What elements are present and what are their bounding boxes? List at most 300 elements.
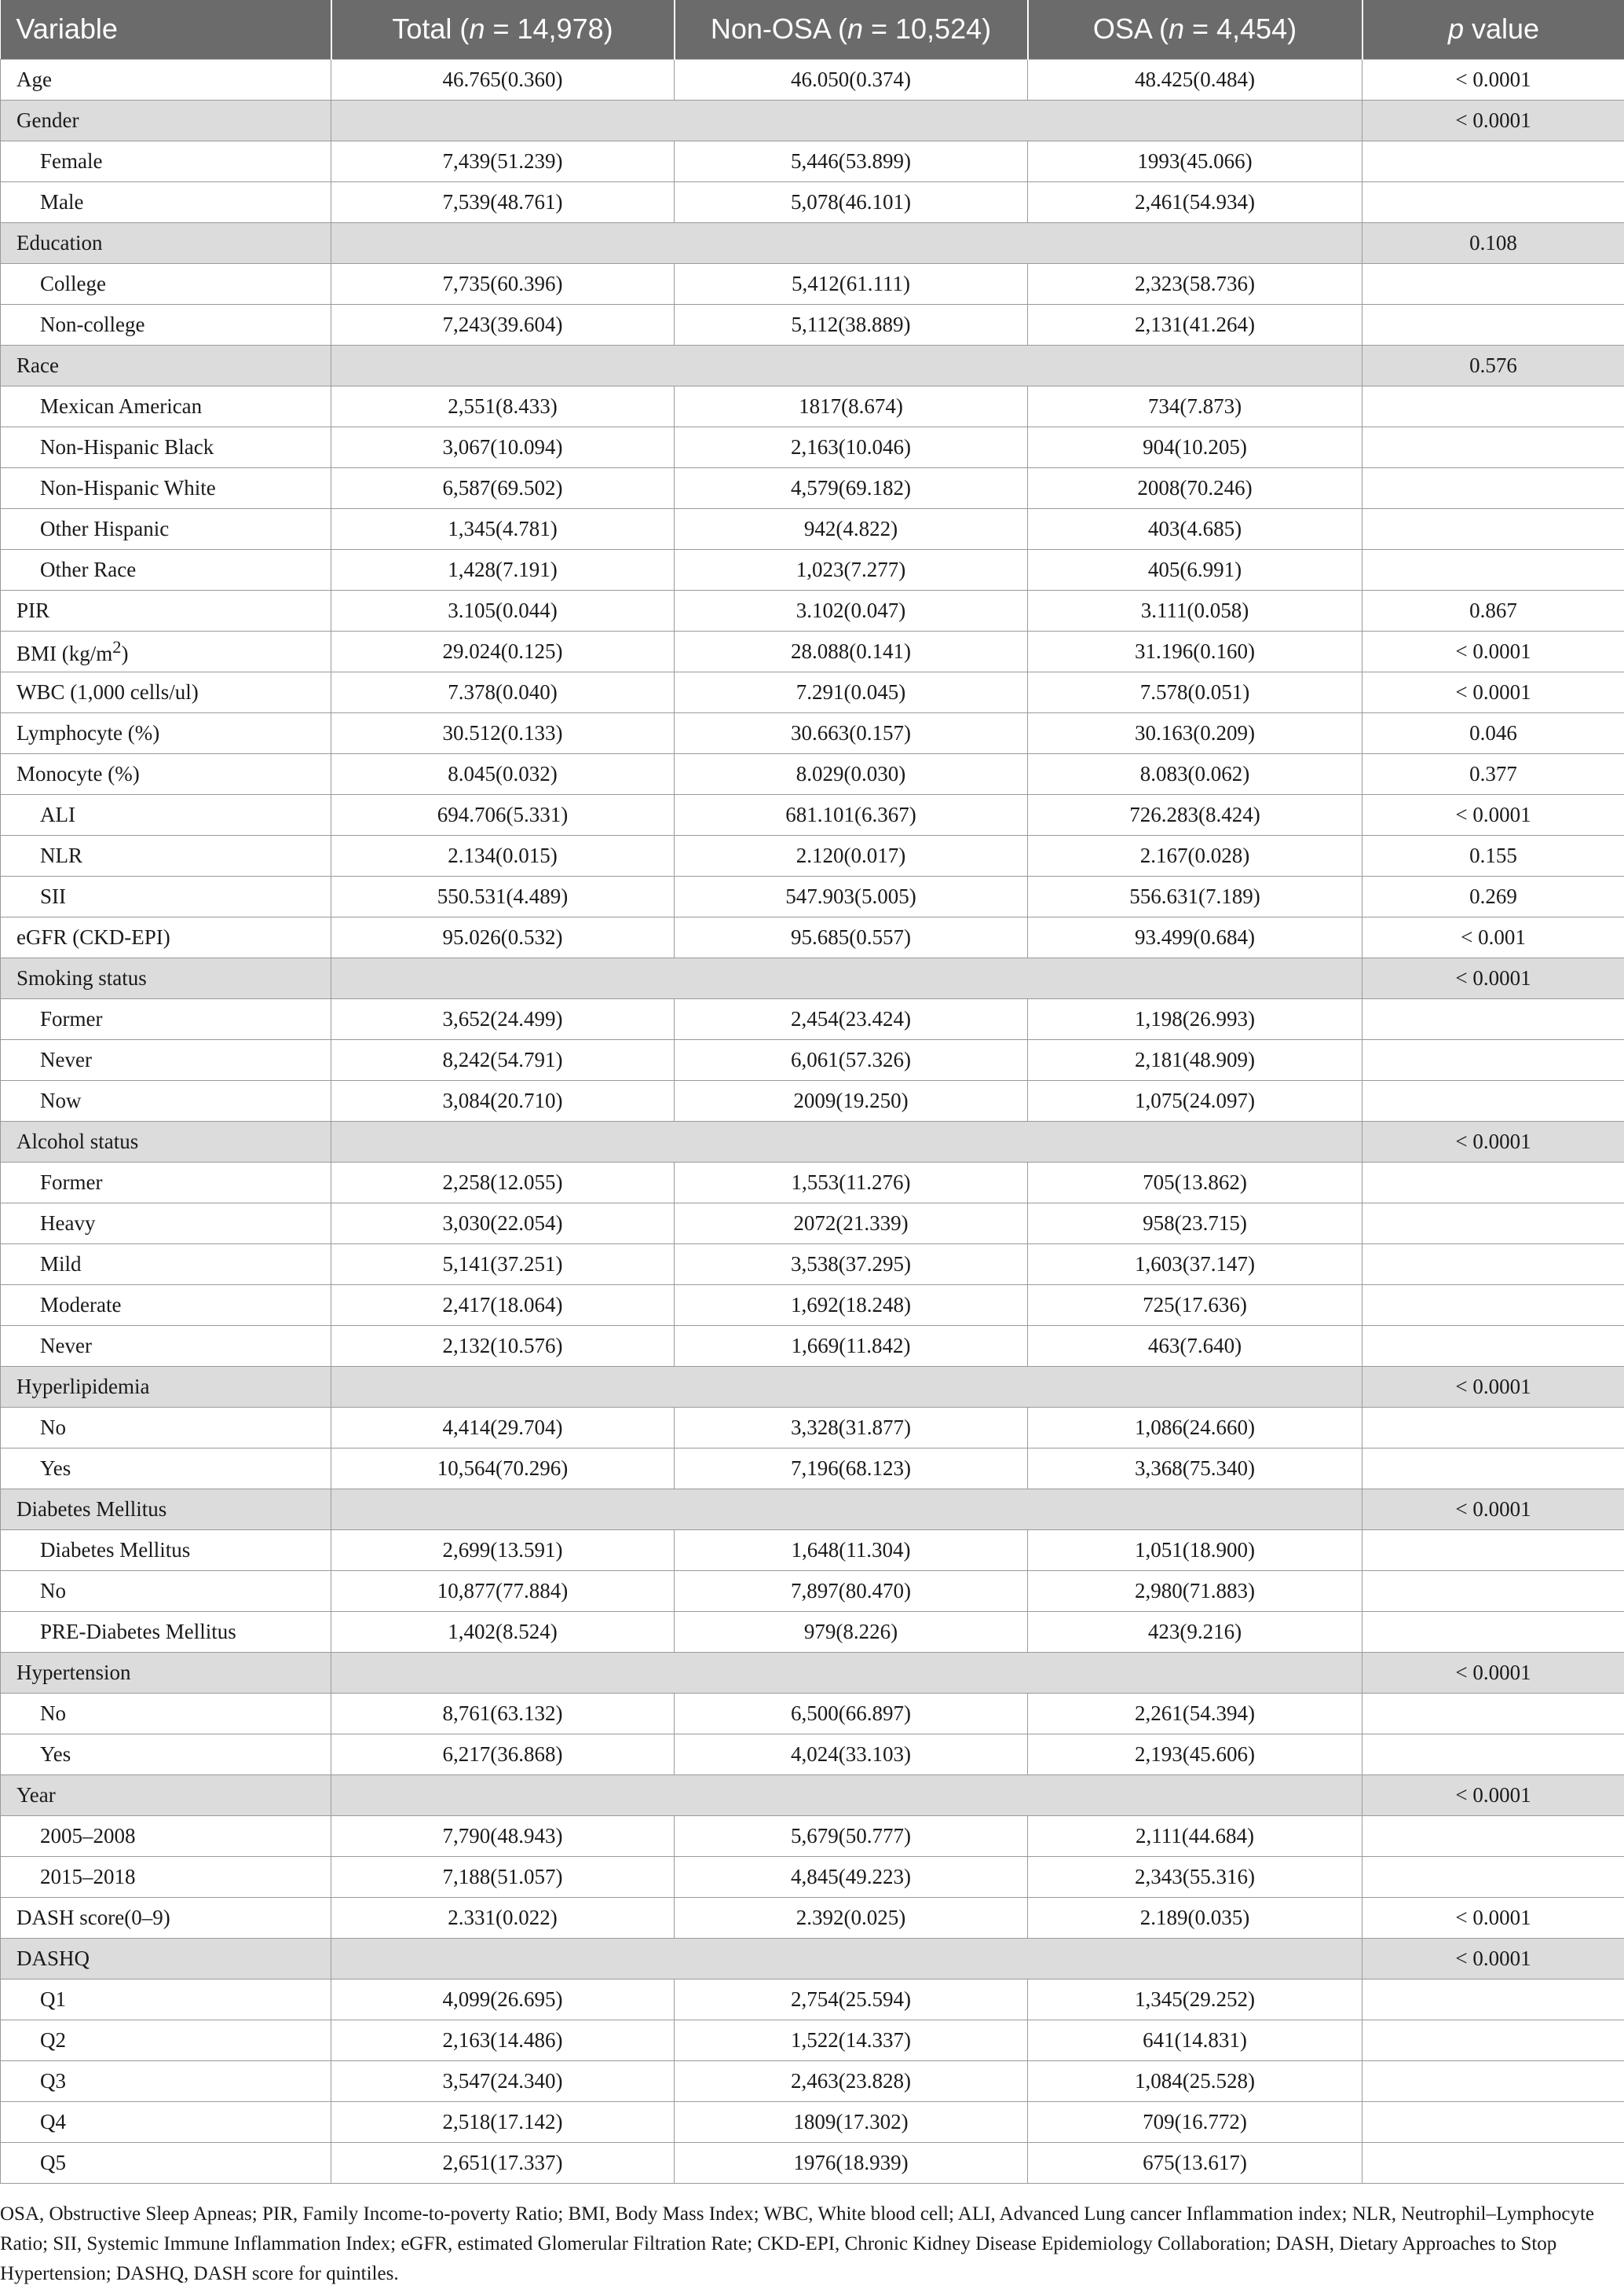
osa-cell: 726.283(8.424) <box>1028 794 1362 835</box>
non-osa-cell: 547.903(5.005) <box>675 876 1028 917</box>
variable-cell: 2015–2018 <box>1 1856 331 1897</box>
p-value-cell <box>1362 998 1624 1039</box>
table-row <box>1 1979 1624 2020</box>
table-row <box>1 753 1624 794</box>
p-value-cell <box>1362 1529 1624 1570</box>
table-row <box>1 1448 1624 1489</box>
p-value-cell <box>1362 2142 1624 2183</box>
group-header-row <box>1 100 1624 141</box>
variable-cell: Female <box>1 141 331 181</box>
table-row <box>1 508 1624 549</box>
total-cell: 8,761(63.132) <box>331 1693 675 1734</box>
table-row <box>1 1162 1624 1203</box>
header-p-value: p value <box>1362 0 1624 59</box>
total-cell: 7,539(48.761) <box>331 181 675 222</box>
table-row <box>1 1407 1624 1448</box>
osa-cell: 403(4.685) <box>1028 508 1362 549</box>
osa-cell: 2,193(45.606) <box>1028 1734 1362 1774</box>
table-row <box>1 263 1624 304</box>
table-row <box>1 672 1624 712</box>
non-osa-cell: 979(8.226) <box>675 1611 1028 1652</box>
total-cell: 3.105(0.044) <box>331 590 675 631</box>
empty-span-cell <box>331 100 1362 141</box>
p-value-cell: < 0.0001 <box>1362 672 1624 712</box>
total-cell: 29.024(0.125) <box>331 631 675 672</box>
variable-cell: Former <box>1 1162 331 1203</box>
non-osa-cell: 7,897(80.470) <box>675 1570 1028 1611</box>
non-osa-cell: 5,412(61.111) <box>675 263 1028 304</box>
total-cell: 3,652(24.499) <box>331 998 675 1039</box>
osa-cell: 2,131(41.264) <box>1028 304 1362 345</box>
variable-cell: Yes <box>1 1734 331 1774</box>
header-osa: OSA (n = 4,454) <box>1028 0 1362 59</box>
non-osa-cell: 1,692(18.248) <box>675 1284 1028 1325</box>
non-osa-cell: 4,024(33.103) <box>675 1734 1028 1774</box>
osa-cell: 1,051(18.900) <box>1028 1529 1362 1570</box>
total-cell: 6,217(36.868) <box>331 1734 675 1774</box>
non-osa-cell: 7.291(0.045) <box>675 672 1028 712</box>
total-cell: 2.331(0.022) <box>331 1897 675 1938</box>
variable-cell: Non-Hispanic Black <box>1 427 331 467</box>
non-osa-cell: 3,328(31.877) <box>675 1407 1028 1448</box>
total-cell: 2.134(0.015) <box>331 835 675 876</box>
table-row <box>1 2060 1624 2101</box>
non-osa-cell: 5,078(46.101) <box>675 181 1028 222</box>
variable-cell: PIR <box>1 590 331 631</box>
osa-cell: 3,368(75.340) <box>1028 1448 1362 1489</box>
osa-cell: 1,084(25.528) <box>1028 2060 1362 2101</box>
osa-cell: 30.163(0.209) <box>1028 712 1362 753</box>
table-row <box>1 1815 1624 1856</box>
variable-cell: Alcohol status <box>1 1121 331 1162</box>
total-cell: 2,699(13.591) <box>331 1529 675 1570</box>
group-header-row <box>1 345 1624 386</box>
variable-cell: Smoking status <box>1 958 331 998</box>
p-value-cell <box>1362 1448 1624 1489</box>
p-value-cell: 0.108 <box>1362 222 1624 263</box>
total-cell: 2,518(17.142) <box>331 2101 675 2142</box>
variable-cell: eGFR (CKD-EPI) <box>1 917 331 958</box>
variable-cell: Mild <box>1 1243 331 1284</box>
non-osa-cell: 1,648(11.304) <box>675 1529 1028 1570</box>
p-value-cell: < 0.0001 <box>1362 1774 1624 1815</box>
p-value-cell <box>1362 1815 1624 1856</box>
table-row <box>1 712 1624 753</box>
variable-cell: DASHQ <box>1 1938 331 1979</box>
non-osa-cell: 681.101(6.367) <box>675 794 1028 835</box>
osa-cell: 423(9.216) <box>1028 1611 1362 1652</box>
total-cell: 10,564(70.296) <box>331 1448 675 1489</box>
osa-cell: 1,075(24.097) <box>1028 1080 1362 1121</box>
non-osa-cell: 8.029(0.030) <box>675 753 1028 794</box>
variable-cell: Moderate <box>1 1284 331 1325</box>
osa-cell: 7.578(0.051) <box>1028 672 1362 712</box>
variable-cell: Q5 <box>1 2142 331 2183</box>
non-osa-cell: 5,446(53.899) <box>675 141 1028 181</box>
osa-cell: 709(16.772) <box>1028 2101 1362 2142</box>
p-value-cell <box>1362 181 1624 222</box>
variable-cell: Never <box>1 1325 331 1366</box>
total-cell: 95.026(0.532) <box>331 917 675 958</box>
non-osa-cell: 1,522(14.337) <box>675 2020 1028 2060</box>
table-footnote: OSA, Obstructive Sleep Apneas; PIR, Family Income-to-poverty Ratio; BMI, Body Mass Index; WBC, White blood cell; ALI, Advanced Lung cancer Inflammation index; NLR, Neutrophil–Lymphocyte Ratio; SII, Systemic Immune Inflammation Index; eGFR, estimated Glomerular Filtration Rate; CKD-EPI, Chronic Kidney Disease Epidemiology Collaboration; DASH, Dietary Approaches to Stop Hypertension; DASHQ, DASH score for quintiles. <box>0 2199 1602 2289</box>
table-row <box>1 1039 1624 1080</box>
total-cell: 2,417(18.064) <box>331 1284 675 1325</box>
osa-cell: 93.499(0.684) <box>1028 917 1362 958</box>
group-header-row <box>1 1121 1624 1162</box>
variable-cell: Mexican American <box>1 386 331 427</box>
total-cell: 2,163(14.486) <box>331 2020 675 2060</box>
group-header-row <box>1 1652 1624 1693</box>
table-row <box>1 2142 1624 2183</box>
p-value-cell: 0.269 <box>1362 876 1624 917</box>
osa-cell: 1,086(24.660) <box>1028 1407 1362 1448</box>
osa-cell: 2008(70.246) <box>1028 467 1362 508</box>
p-value-cell: 0.576 <box>1362 345 1624 386</box>
variable-cell: Other Hispanic <box>1 508 331 549</box>
p-value-cell: < 0.0001 <box>1362 794 1624 835</box>
table-row <box>1 2020 1624 2060</box>
variable-cell: Diabetes Mellitus <box>1 1529 331 1570</box>
non-osa-cell: 2.392(0.025) <box>675 1897 1028 1938</box>
non-osa-cell: 2.120(0.017) <box>675 835 1028 876</box>
total-cell: 10,877(77.884) <box>331 1570 675 1611</box>
total-cell: 7.378(0.040) <box>331 672 675 712</box>
variable-cell: Age <box>1 59 331 100</box>
empty-span-cell <box>331 345 1362 386</box>
table-row <box>1 1203 1624 1243</box>
p-value-cell <box>1362 427 1624 467</box>
total-cell: 8.045(0.032) <box>331 753 675 794</box>
table-row <box>1 794 1624 835</box>
non-osa-cell: 2072(21.339) <box>675 1203 1028 1243</box>
table-row <box>1 1284 1624 1325</box>
group-header-row <box>1 958 1624 998</box>
p-value-cell: 0.377 <box>1362 753 1624 794</box>
table-row <box>1 631 1624 672</box>
variable-cell: College <box>1 263 331 304</box>
variable-cell: Gender <box>1 100 331 141</box>
empty-span-cell <box>331 1121 1362 1162</box>
variable-cell: Q2 <box>1 2020 331 2060</box>
osa-cell: 463(7.640) <box>1028 1325 1362 1366</box>
table-row <box>1 835 1624 876</box>
osa-cell: 31.196(0.160) <box>1028 631 1362 672</box>
table-row <box>1 549 1624 590</box>
non-osa-cell: 3,538(37.295) <box>675 1243 1028 1284</box>
total-cell: 3,067(10.094) <box>331 427 675 467</box>
variable-cell: Q4 <box>1 2101 331 2142</box>
total-cell: 550.531(4.489) <box>331 876 675 917</box>
osa-cell: 904(10.205) <box>1028 427 1362 467</box>
osa-cell: 8.083(0.062) <box>1028 753 1362 794</box>
variable-cell: Year <box>1 1774 331 1815</box>
p-value-cell: < 0.0001 <box>1362 1938 1624 1979</box>
p-value-cell: < 0.0001 <box>1362 1366 1624 1407</box>
total-cell: 1,345(4.781) <box>331 508 675 549</box>
osa-cell: 2,111(44.684) <box>1028 1815 1362 1856</box>
empty-span-cell <box>331 1938 1362 1979</box>
non-osa-cell: 7,196(68.123) <box>675 1448 1028 1489</box>
header-total: Total (n = 14,978) <box>331 0 675 59</box>
non-osa-cell: 1,553(11.276) <box>675 1162 1028 1203</box>
non-osa-cell: 2,454(23.424) <box>675 998 1028 1039</box>
table-row <box>1 427 1624 467</box>
p-value-cell <box>1362 386 1624 427</box>
variable-cell: Now <box>1 1080 331 1121</box>
group-header-row <box>1 1366 1624 1407</box>
p-value-cell: < 0.0001 <box>1362 958 1624 998</box>
variable-cell: Yes <box>1 1448 331 1489</box>
osa-cell: 1993(45.066) <box>1028 141 1362 181</box>
variable-cell: Male <box>1 181 331 222</box>
non-osa-cell: 5,112(38.889) <box>675 304 1028 345</box>
p-value-cell <box>1362 549 1624 590</box>
table-row <box>1 304 1624 345</box>
variable-cell: Q1 <box>1 1979 331 2020</box>
p-value-cell <box>1362 263 1624 304</box>
variable-cell: NLR <box>1 835 331 876</box>
table-row <box>1 998 1624 1039</box>
variable-cell: DASH score(0–9) <box>1 1897 331 1938</box>
non-osa-cell: 4,845(49.223) <box>675 1856 1028 1897</box>
osa-cell: 556.631(7.189) <box>1028 876 1362 917</box>
non-osa-cell: 1,023(7.277) <box>675 549 1028 590</box>
non-osa-cell: 5,679(50.777) <box>675 1815 1028 1856</box>
variable-cell: SII <box>1 876 331 917</box>
table-row <box>1 1080 1624 1121</box>
non-osa-cell: 2009(19.250) <box>675 1080 1028 1121</box>
osa-cell: 1,198(26.993) <box>1028 998 1362 1039</box>
p-value-cell <box>1362 1734 1624 1774</box>
empty-span-cell <box>331 222 1362 263</box>
non-osa-cell: 46.050(0.374) <box>675 59 1028 100</box>
osa-cell: 3.111(0.058) <box>1028 590 1362 631</box>
p-value-cell <box>1362 1243 1624 1284</box>
osa-cell: 2,261(54.394) <box>1028 1693 1362 1734</box>
total-cell: 46.765(0.360) <box>331 59 675 100</box>
non-osa-cell: 6,500(66.897) <box>675 1693 1028 1734</box>
p-value-cell <box>1362 1693 1624 1734</box>
empty-span-cell <box>331 1652 1362 1693</box>
variable-cell: 2005–2008 <box>1 1815 331 1856</box>
variable-cell: Q3 <box>1 2060 331 2101</box>
variable-cell: Race <box>1 345 331 386</box>
osa-cell: 1,603(37.147) <box>1028 1243 1362 1284</box>
osa-cell: 2,323(58.736) <box>1028 263 1362 304</box>
table-row <box>1 1529 1624 1570</box>
variable-cell: Non-Hispanic White <box>1 467 331 508</box>
variable-cell: PRE-Diabetes Mellitus <box>1 1611 331 1652</box>
total-cell: 7,439(51.239) <box>331 141 675 181</box>
header-variable: Variable <box>1 0 331 59</box>
variable-cell: Diabetes Mellitus <box>1 1489 331 1529</box>
p-value-cell <box>1362 1325 1624 1366</box>
variable-cell: No <box>1 1570 331 1611</box>
non-osa-cell: 6,061(57.326) <box>675 1039 1028 1080</box>
group-header-row <box>1 1774 1624 1815</box>
table-row <box>1 876 1624 917</box>
non-osa-cell: 95.685(0.557) <box>675 917 1028 958</box>
osa-cell: 641(14.831) <box>1028 2020 1362 2060</box>
non-osa-cell: 3.102(0.047) <box>675 590 1028 631</box>
p-value-cell: < 0.0001 <box>1362 1897 1624 1938</box>
p-value-cell <box>1362 1284 1624 1325</box>
variable-cell: Hyperlipidemia <box>1 1366 331 1407</box>
table-row <box>1 1897 1624 1938</box>
non-osa-cell: 1809(17.302) <box>675 2101 1028 2142</box>
osa-cell: 1,345(29.252) <box>1028 1979 1362 2020</box>
variable-cell: Education <box>1 222 331 263</box>
p-value-cell: < 0.0001 <box>1362 631 1624 672</box>
empty-span-cell <box>331 1774 1362 1815</box>
non-osa-cell: 1817(8.674) <box>675 386 1028 427</box>
non-osa-cell: 2,463(23.828) <box>675 2060 1028 2101</box>
header-non-osa: Non-OSA (n = 10,524) <box>675 0 1028 59</box>
table-row <box>1 386 1624 427</box>
variable-cell: No <box>1 1693 331 1734</box>
p-value-cell <box>1362 2101 1624 2142</box>
p-value-cell <box>1362 1856 1624 1897</box>
variable-cell: Lymphocyte (%) <box>1 712 331 753</box>
p-value-cell: < 0.0001 <box>1362 1121 1624 1162</box>
non-osa-cell: 1976(18.939) <box>675 2142 1028 2183</box>
variable-cell: ALI <box>1 794 331 835</box>
p-value-cell: 0.155 <box>1362 835 1624 876</box>
osa-cell: 405(6.991) <box>1028 549 1362 590</box>
table-row <box>1 1734 1624 1774</box>
osa-cell: 734(7.873) <box>1028 386 1362 427</box>
osa-cell: 705(13.862) <box>1028 1162 1362 1203</box>
total-cell: 4,414(29.704) <box>331 1407 675 1448</box>
table-row <box>1 1325 1624 1366</box>
non-osa-cell: 942(4.822) <box>675 508 1028 549</box>
p-value-cell: 0.046 <box>1362 712 1624 753</box>
p-value-cell: 0.867 <box>1362 590 1624 631</box>
total-cell: 7,243(39.604) <box>331 304 675 345</box>
total-cell: 694.706(5.331) <box>331 794 675 835</box>
p-value-cell <box>1362 1039 1624 1080</box>
variable-cell: No <box>1 1407 331 1448</box>
osa-cell: 725(17.636) <box>1028 1284 1362 1325</box>
table-row <box>1 181 1624 222</box>
group-header-row <box>1 1938 1624 1979</box>
table-body <box>1 59 1624 2183</box>
variable-cell: WBC (1,000 cells/ul) <box>1 672 331 712</box>
variable-cell: Non-college <box>1 304 331 345</box>
table-row <box>1 590 1624 631</box>
total-cell: 7,735(60.396) <box>331 263 675 304</box>
p-value-cell: < 0.0001 <box>1362 1652 1624 1693</box>
variable-cell: Former <box>1 998 331 1039</box>
p-value-cell <box>1362 304 1624 345</box>
total-cell: 6,587(69.502) <box>331 467 675 508</box>
p-value-cell <box>1362 467 1624 508</box>
total-cell: 7,790(48.943) <box>331 1815 675 1856</box>
p-value-cell <box>1362 1407 1624 1448</box>
osa-cell: 48.425(0.484) <box>1028 59 1362 100</box>
empty-span-cell <box>331 1489 1362 1529</box>
total-cell: 1,428(7.191) <box>331 549 675 590</box>
osa-cell: 2,980(71.883) <box>1028 1570 1362 1611</box>
non-osa-cell: 28.088(0.141) <box>675 631 1028 672</box>
osa-cell: 2,343(55.316) <box>1028 1856 1362 1897</box>
total-cell: 3,084(20.710) <box>331 1080 675 1121</box>
table-row <box>1 141 1624 181</box>
total-cell: 3,030(22.054) <box>331 1203 675 1243</box>
total-cell: 30.512(0.133) <box>331 712 675 753</box>
total-cell: 4,099(26.695) <box>331 1979 675 2020</box>
table-row <box>1 1693 1624 1734</box>
variable-cell: BMI $(kg/m^2)$ <box>1 631 331 672</box>
non-osa-cell: 2,163(10.046) <box>675 427 1028 467</box>
p-value-cell <box>1362 1080 1624 1121</box>
p-value-cell <box>1362 2020 1624 2060</box>
total-cell: 3,547(24.340) <box>331 2060 675 2101</box>
non-osa-cell: 1,669(11.842) <box>675 1325 1028 1366</box>
p-value-cell <box>1362 1162 1624 1203</box>
total-cell: 7,188(51.057) <box>331 1856 675 1897</box>
p-value-cell: < 0.0001 <box>1362 59 1624 100</box>
table-header-row <box>1 0 1624 59</box>
osa-cell: 675(13.617) <box>1028 2142 1362 2183</box>
table-row <box>1 467 1624 508</box>
group-header-row <box>1 222 1624 263</box>
non-osa-cell: 30.663(0.157) <box>675 712 1028 753</box>
table-row <box>1 1856 1624 1897</box>
osa-cell: 2,181(48.909) <box>1028 1039 1362 1080</box>
group-header-row <box>1 1489 1624 1529</box>
osa-cell: 2.189(0.035) <box>1028 1897 1362 1938</box>
total-cell: 2,651(17.337) <box>331 2142 675 2183</box>
p-value-cell <box>1362 1203 1624 1243</box>
p-value-cell <box>1362 2060 1624 2101</box>
total-cell: 8,242(54.791) <box>331 1039 675 1080</box>
total-cell: 2,258(12.055) <box>331 1162 675 1203</box>
total-cell: 2,132(10.576) <box>331 1325 675 1366</box>
p-value-cell <box>1362 1611 1624 1652</box>
variable-cell: Monocyte (%) <box>1 753 331 794</box>
empty-span-cell <box>331 958 1362 998</box>
osa-cell: 2.167(0.028) <box>1028 835 1362 876</box>
p-value-cell <box>1362 1570 1624 1611</box>
p-value-cell <box>1362 508 1624 549</box>
non-osa-cell: 2,754(25.594) <box>675 1979 1028 2020</box>
p-value-cell: < 0.001 <box>1362 917 1624 958</box>
p-value-cell: < 0.0001 <box>1362 100 1624 141</box>
total-cell: 5,141(37.251) <box>331 1243 675 1284</box>
table-row <box>1 59 1624 100</box>
total-cell: 1,402(8.524) <box>331 1611 675 1652</box>
variable-cell: Other Race <box>1 549 331 590</box>
table-row <box>1 1243 1624 1284</box>
osa-cell: 2,461(54.934) <box>1028 181 1362 222</box>
empty-span-cell <box>331 1366 1362 1407</box>
variable-cell: Never <box>1 1039 331 1080</box>
non-osa-cell: 4,579(69.182) <box>675 467 1028 508</box>
p-value-cell: < 0.0001 <box>1362 1489 1624 1529</box>
p-value-cell <box>1362 1979 1624 2020</box>
table-row <box>1 917 1624 958</box>
table-row <box>1 2101 1624 2142</box>
total-cell: 2,551(8.433) <box>331 386 675 427</box>
table-row <box>1 1611 1624 1652</box>
table-row <box>1 1570 1624 1611</box>
variable-cell: Hypertension <box>1 1652 331 1693</box>
p-value-cell <box>1362 141 1624 181</box>
variable-cell: Heavy <box>1 1203 331 1243</box>
osa-cell: 958(23.715) <box>1028 1203 1362 1243</box>
